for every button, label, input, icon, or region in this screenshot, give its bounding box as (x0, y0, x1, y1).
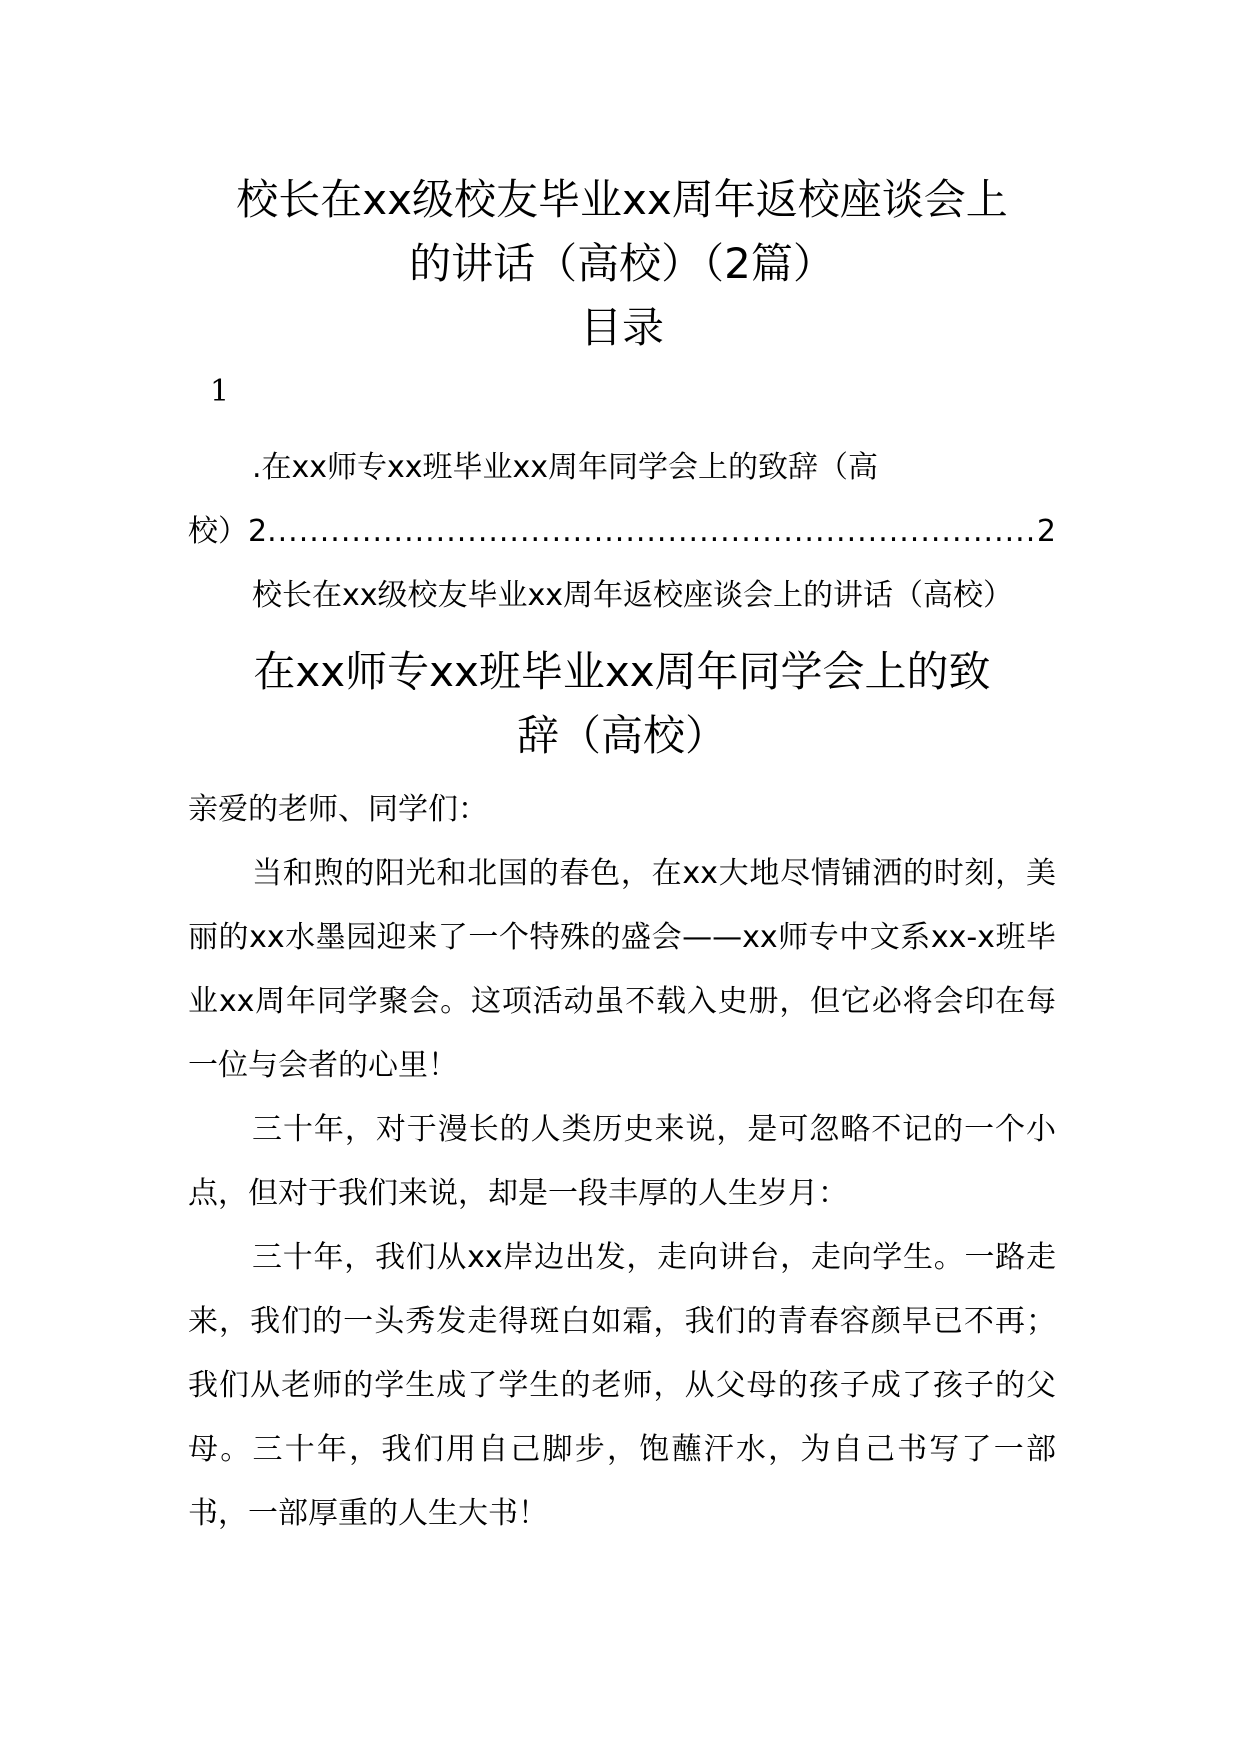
body-paragraph-2: 三十年，对于漫长的人类历史来说，是可忽略不记的一个小点，但对于我们来说，却是一段丰厚的人生岁月： (188, 1112, 1056, 1211)
section-title-line-2: 辞（高校） (516, 711, 727, 760)
toc-entry-2[interactable]: 校长在xx级校友毕业xx周年返校座谈会上的讲话（高校） (252, 578, 1014, 613)
toc-entry-1-page: 2 (1036, 514, 1056, 549)
document-content (188, 168, 1056, 1546)
document-title-line-1: 校长在xx级校友毕业xx周年返校座谈会上 (236, 175, 1008, 224)
toc-leader-dots (267, 500, 1037, 564)
toc-heading: 目录 (579, 303, 664, 352)
document-title (188, 168, 1056, 296)
toc-entry-1-tail: 校）2 (188, 514, 268, 549)
toc-entry-1-line-2 (188, 500, 1056, 564)
document-title-line-2: 的讲话（高校）（2篇） (409, 239, 835, 288)
body-paragraph-1: 当和煦的阳光和北国的春色，在xx大地尽情铺洒的时刻，美丽的xx水墨园迎来了一个特殊的盛会——xx师专中文系xx-x班毕业xx周年同学聚会。这项活动虽不载入史册，但它必将会印在每一位与会者的心里！ (188, 856, 1056, 1083)
toc-entry-1-line-1: .在xx师专xx班毕业xx周年同学会上的致辞（高 (252, 450, 879, 485)
body-paragraph-3: 三十年，我们从xx岸边出发，走向讲台，走向学生。一路走来，我们的一头秀发走得斑白如霜，我们的青春容颜早已不再；我们从老师的学生成了学生的老师，从父母的孩子成了孩子的父母。三十年，我们用自己脚步，饱蘸汗水，为自己书写了一部书，一部厚重的人生大书！ (188, 1240, 1056, 1531)
section-title-line-1: 在xx师专xx班毕业xx周年同学会上的致 (253, 647, 991, 696)
salutation: 亲爱的老师、同学们： (188, 792, 488, 827)
section-title (188, 640, 1056, 768)
toc-entry-1[interactable] (188, 436, 1056, 564)
toc-number: 1 (210, 374, 230, 409)
